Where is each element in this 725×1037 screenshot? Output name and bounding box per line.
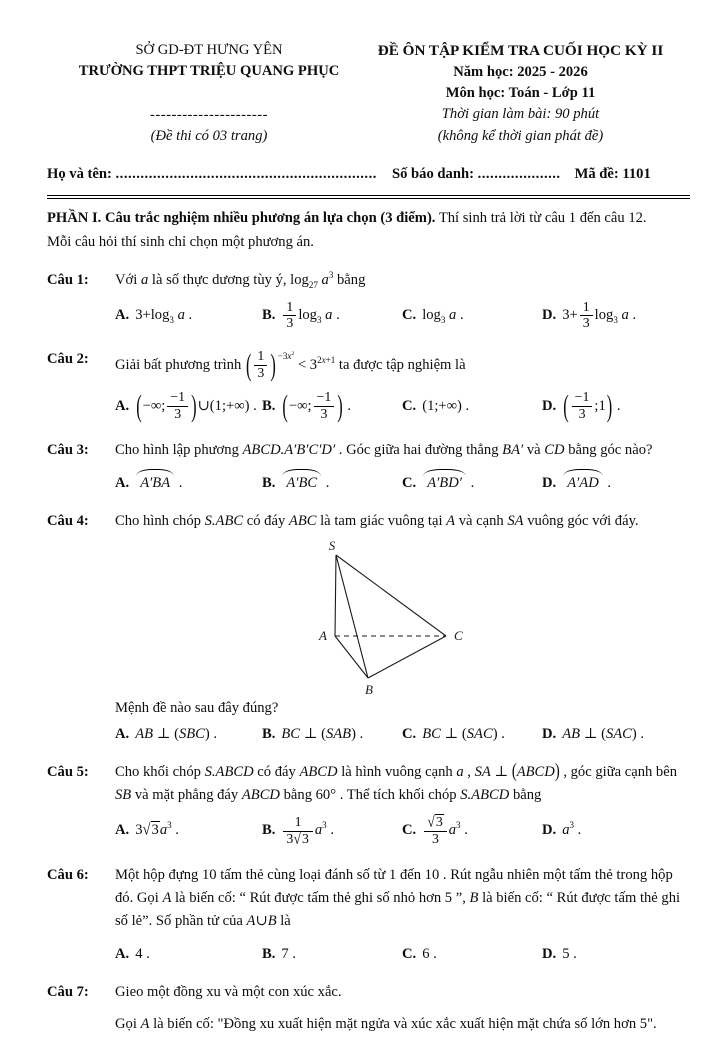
part1-instruction: Mỗi câu hỏi thí sinh chỉ chọn một phương án.: [47, 233, 314, 250]
question-6: [47, 864, 690, 966]
pages-note: (Đề thi có 03 trang): [150, 128, 268, 145]
option-c: C. BC ⊥ (SAC) .: [402, 725, 505, 742]
part1-heading: [47, 207, 690, 230]
question-label: Câu 3:: [47, 442, 89, 459]
option-c: C. A′BD′ .: [402, 469, 542, 495]
option-c: C. $\frac{√3}{3}$ $a^3$ .: [402, 813, 468, 847]
question-1: [47, 269, 690, 333]
question-body: Gieo một đồng xu và một con xúc xắc.: [115, 983, 342, 1000]
header-left: [73, 40, 345, 148]
name-label: Họ và tên:: [47, 165, 112, 182]
question-body: Cho hình chóp S.ABC có đáy ABC là tam giác vuông tại A và cạnh SA vuông góc với đáy.: [115, 512, 639, 529]
question-label: Câu 6:: [47, 866, 89, 883]
duration-note: (không kể thời gian phát đề): [437, 127, 604, 144]
department-name: SỞ GD-ĐT HƯNG YÊN: [135, 42, 283, 58]
edge-sc: [336, 555, 446, 636]
option-a: A. AB ⊥ (SBC) .: [115, 725, 218, 742]
options-row: [47, 723, 690, 746]
question-label: Câu 2:: [47, 351, 89, 368]
option-d: D. AB ⊥ (SAC) .: [542, 725, 645, 742]
question-label: Câu 4:: [47, 512, 89, 529]
vertex-label-c: C: [454, 628, 463, 644]
vertex-label-b: B: [365, 682, 373, 698]
option-c: C. 6 .: [402, 945, 437, 962]
option-a: A. $3√3a^3$ .: [115, 820, 179, 840]
header-dashes: ----------------------: [150, 107, 268, 124]
question-body: Giải bất phương trình ( $\frac{1}{3}$ ) $^{-3x^2} < 3^{2x+1}$ ta được tập nghiệm là: [115, 347, 466, 383]
option-b: B. 7 .: [262, 945, 296, 962]
options-row: [47, 943, 690, 966]
name-field: [47, 163, 392, 186]
options-row: [47, 469, 690, 495]
question-body-2: Gọi A là biến cố: "Đồng xu xuất hiện mặt ngửa và xúc xắc xuất hiện mặt chứa số lớn hơn 5".: [115, 1016, 657, 1033]
tetrahedron-sabc: [305, 539, 480, 697]
option-d: D. 3+ $\frac{1}{3}$ $\log_3 a$ .: [542, 299, 637, 332]
options-row: [47, 389, 690, 424]
edge-sb: [336, 555, 368, 678]
option-d: D. A′AD .: [542, 469, 690, 495]
candidate-info-row: [47, 163, 690, 186]
sbd-field: [392, 163, 561, 186]
edge-bc: [368, 636, 446, 678]
sbd-blank: ....................: [477, 165, 561, 182]
options-row: [47, 299, 690, 334]
header-right: [351, 40, 690, 148]
question-body-2: Mệnh đề nào sau đây đúng?: [115, 700, 279, 717]
pyramid-figure: [305, 539, 690, 697]
exam-title: ĐỀ ÔN TẬP KIỂM TRA CUỐI HỌC KỲ II: [377, 42, 664, 59]
duration: Thời gian làm bài: 90 phút: [441, 106, 600, 123]
option-c: C. $\log_3 a$ .: [402, 307, 464, 326]
option-b: B. $\frac{1}{3√3}$ $a^3$ .: [262, 814, 334, 848]
option-b: B. BC ⊥ (SAB) .: [262, 725, 364, 742]
school-year: Năm học: 2025 - 2026: [453, 64, 588, 81]
option-a: A. ( −∞; $\frac{-1}{3}$ ) ∪(1;+∞) .: [115, 388, 257, 424]
vertex-label-s: S: [328, 538, 336, 554]
subject: Môn học: Toán - Lớp 11: [445, 85, 596, 102]
question-label: Câu 7:: [47, 983, 89, 1000]
options-row: [47, 814, 690, 849]
option-d: D. ( $\frac{-1}{3}$ ;1 ) .: [542, 388, 621, 424]
option-d: D. 5 .: [542, 945, 577, 962]
exam-code: Mã đề: 1101: [574, 165, 651, 182]
option-b: B. ( −∞; $\frac{-1}{3}$ ) .: [262, 388, 352, 424]
part1-heading-rest: Thí sinh trả lời từ câu 1 đến câu 12.: [435, 210, 647, 227]
part1-heading-bold: PHẦN I. Câu trắc nghiệm nhiều phương án lựa chọn (3 điểm).: [47, 210, 436, 227]
question-label: Câu 5:: [47, 763, 89, 780]
option-a: A. 4 .: [115, 945, 150, 962]
name-blank: ...............................................................: [115, 165, 377, 182]
question-body: Cho hình lập phương ABCD.A′B′C′D′ . Góc giữa hai đường thẳng BA′ và CD bằng góc nào?: [115, 442, 653, 459]
option-b: B. $\frac{1}{3}$ $\log_3 a$ .: [262, 299, 340, 332]
edge-sa: [335, 555, 336, 636]
question-5: [47, 761, 690, 849]
option-b: B. A′BC .: [262, 469, 402, 495]
option-a: A. A′BA .: [115, 469, 262, 495]
question-label: Câu 1:: [47, 272, 89, 289]
question-3: [47, 439, 690, 495]
option-d: D. $a^3$ .: [542, 820, 582, 839]
school-name: TRƯỜNG THPT TRIỆU QUANG PHỤC: [78, 63, 340, 80]
question-body: Một hộp đựng 10 tấm thẻ cùng loại đánh số từ 1 đến 10 . Rút ngẫu nhiên một tấm thẻ trong hộp đó. Gọi A là biến cố: “ Rút được tấm thẻ ghi số nhỏ hơn 5 ”, B là biến cố: “ Rút được tấm thẻ ghi số lẻ”. Số phần tử của A∪B là: [115, 866, 681, 930]
question-body: Cho khối chóp S.ABCD có đáy ABCD là hình vuông cạnh a , SA ⊥ ( ABCD ) , góc giữa cạnh bên SB và mặt phẳng đáy ABCD bằng 60° . Thể tích khối chóp S.ABCD bằng: [115, 760, 678, 804]
question-2: [47, 348, 690, 424]
question-7: [47, 981, 690, 1037]
option-a: A. $3+\log_3$ a .: [115, 307, 193, 326]
question-4: [47, 510, 690, 746]
option-c: C. (1;+∞) .: [402, 398, 470, 415]
double-rule-divider: [47, 195, 690, 200]
sbd-label: Số báo danh:: [392, 165, 474, 182]
exam-header: [47, 40, 690, 148]
question-body: Với a là số thực dương tùy ý, $\log_{27} a^3$ bằng: [115, 270, 366, 291]
vertex-label-a: A: [319, 628, 327, 644]
